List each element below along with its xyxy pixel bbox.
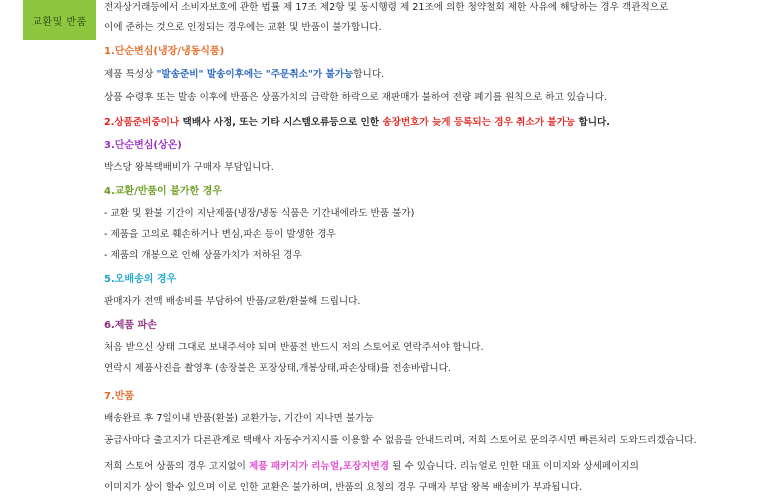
section-1-text-2: 상품 수령후 또는 발송 이후에 반품은 상품가치의 급락한 하락으로 재판매가 불하여 전량 폐기를 원칙으로 하고 있습니다. bbox=[104, 92, 607, 103]
section-7-text-3 bbox=[104, 461, 639, 473]
section-7-text-2: 공급사마다 출고지가 다른관계로 택배사 자동수거지시를 이용할 수 없음을 안내드리며, 저희 스토어로 문의주시면 빠른처리 도와드리겠습니다. bbox=[104, 435, 697, 446]
section-7-text-1: 배송완료 후 7일이내 반품(환불) 교환가능, 기간이 지나면 불가능 bbox=[104, 413, 374, 424]
section-4-heading: 4.교환/반품이 불가한 경우 bbox=[104, 186, 222, 197]
intro-line-2: 이에 준하는 것으로 인정되는 경우에는 교환 및 반품이 불가합니다. bbox=[104, 22, 382, 33]
section-7-text-4: 이미지가 상이 할수 있으며 이로 인한 교환은 불가하며, 반품의 요청의 경우 구매자 부담 왕복 배송비가 부과됩니다. bbox=[104, 482, 583, 493]
section-4-item: - 교환 및 환불 기간이 지난제품(냉장/냉동 식품은 기간내에라도 반품 불가) bbox=[104, 208, 415, 219]
s2-part-c: 송장번호가 늦게 등록되는 경우 취소가 불가능 bbox=[382, 117, 576, 128]
section-6-text-2: 연락시 제품사진을 촬영후 (송장불은 포장상태,개봉상태,파손상태)를 전송바랍니다. bbox=[104, 363, 451, 374]
s2-part-a: 2.상품준비중이나 bbox=[104, 117, 183, 128]
section-3-heading: 3.단순변심(상온) bbox=[104, 140, 182, 151]
s7-p3-highlight: 제품 패키지가 리뉴얼,포장지변경 bbox=[249, 461, 390, 472]
s7-p3-pre: 저희 스토어 상품의 경우 고지없이 bbox=[104, 461, 249, 472]
section-6-text-1: 처음 받으신 상태 그대로 보내주셔야 되며 반품전 반드시 저의 스토어로 연락주셔야 합니다. bbox=[104, 342, 484, 353]
section-3-text: 박스당 왕복택배비가 구매자 부담입니다. bbox=[104, 162, 274, 173]
s1-p1-post: 합니다. bbox=[353, 69, 385, 80]
section-1-heading: 1.단순변심(냉장/냉동식품) bbox=[104, 46, 225, 57]
section-5-heading: 5.오배송의 경우 bbox=[104, 274, 177, 285]
section-5-text: 판매자가 전액 배송비를 부담하여 반품/교환/환불해 드립니다. bbox=[104, 296, 361, 307]
s7-p3-post: 될 수 있습니다. 리뉴얼로 인한 대표 이미지와 상세페이지의 bbox=[389, 461, 639, 472]
s1-p1-highlight: "발송준비" 발송이후에는 "주문취소"가 불가능 bbox=[156, 69, 354, 80]
exchange-return-tag bbox=[23, 0, 96, 40]
section-1-text-1 bbox=[104, 69, 384, 81]
section-4-item: - 제품을 고의로 훼손하거나 변심,파손 등이 발생한 경우 bbox=[104, 229, 336, 240]
s2-part-b: 택배사 사정, 또는 기타 시스템오류등으로 인한 bbox=[182, 117, 383, 128]
section-2-line bbox=[104, 117, 610, 129]
section-6-heading: 6.제품 파손 bbox=[104, 320, 157, 331]
section-7-heading: 7.반품 bbox=[104, 391, 135, 402]
intro-line-1: 전자상거래등에서 소비자보호에 관한 법률 제 17조 제2항 및 동시행령 제 21조에 의한 청약철회 제한 사유에 해당하는 경우 객관적으로 bbox=[104, 2, 669, 13]
section-4-item: - 제품의 개봉으로 인해 상품가치가 저하된 경우 bbox=[104, 250, 302, 261]
s2-part-d: 합니다. bbox=[575, 117, 610, 128]
tag-label: 교환및 반품 bbox=[32, 16, 87, 28]
s1-p1-pre: 제품 특성상 bbox=[104, 69, 157, 80]
